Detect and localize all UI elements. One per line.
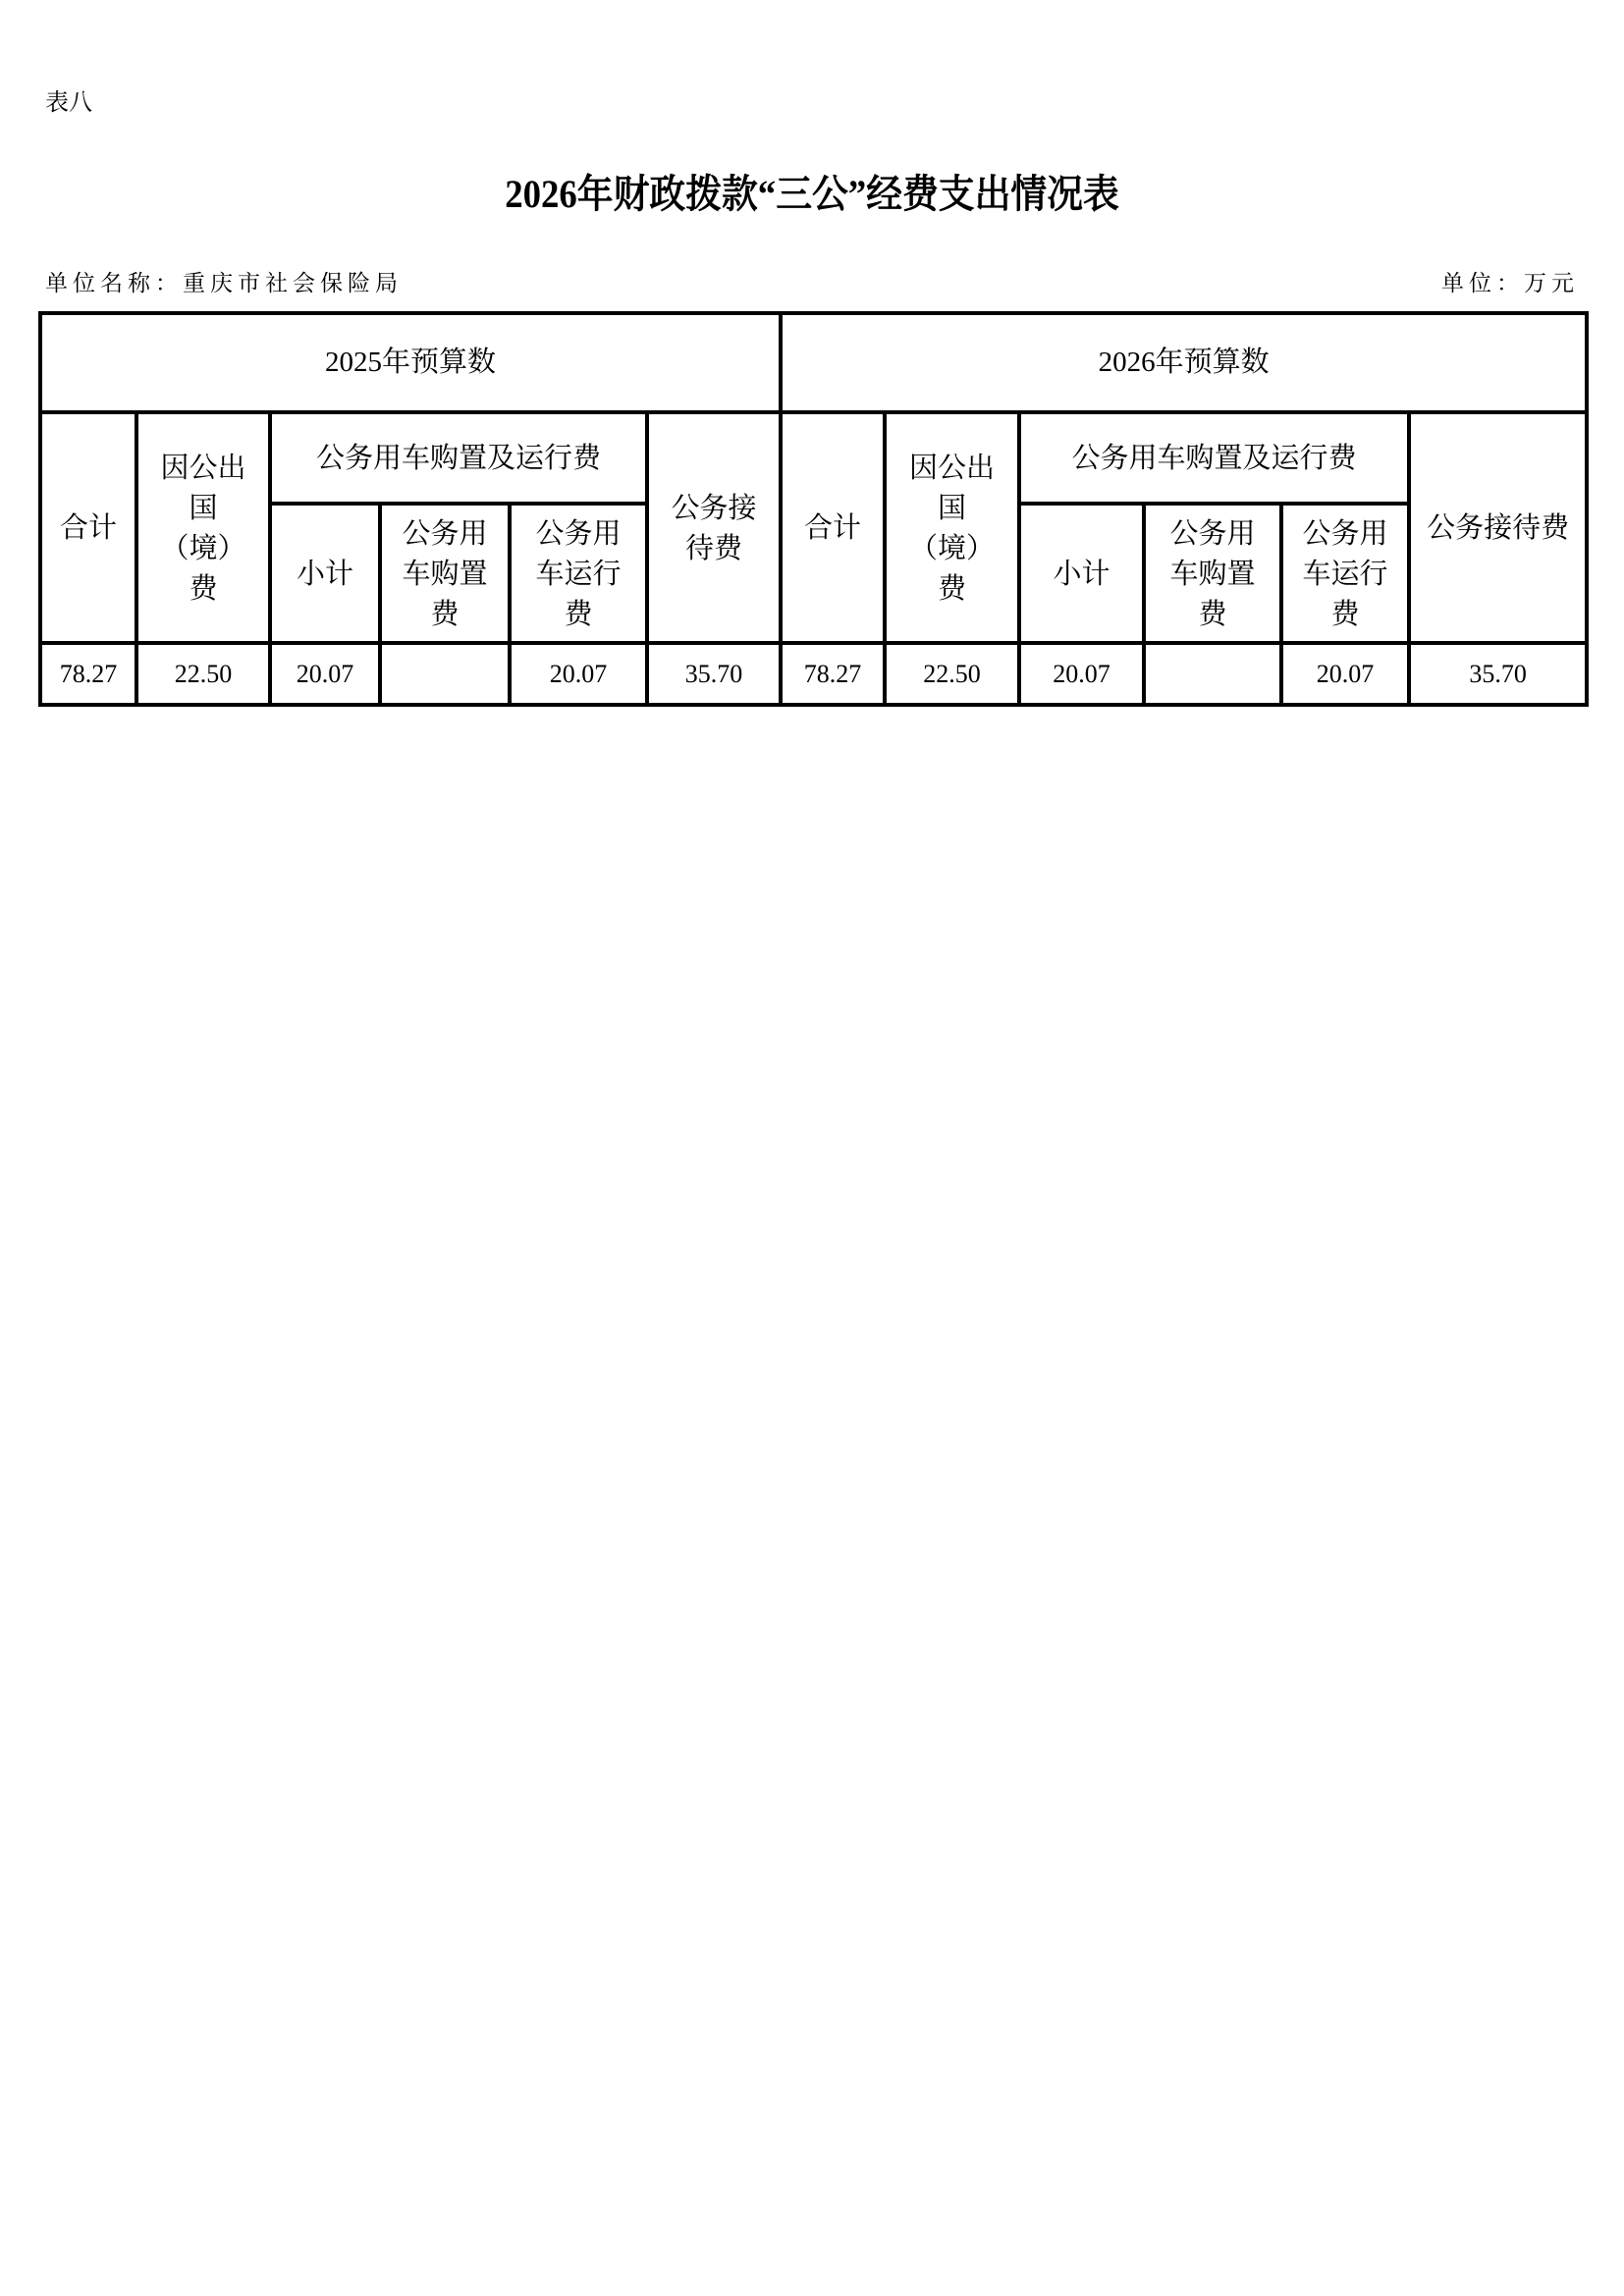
header-vehicle-purchase-2025: 公务用车购置费	[380, 504, 510, 643]
value-overseas-2026: 22.50	[885, 643, 1019, 705]
currency-unit: 单位：万元	[1441, 271, 1579, 296]
year-header-row	[40, 313, 1587, 412]
year-header-2025: 2025年预算数	[40, 313, 781, 412]
header-total-2025: 合计	[40, 412, 136, 643]
value-vehicle-operation-2025: 20.07	[510, 643, 647, 705]
value-reception-2026: 35.70	[1409, 643, 1587, 705]
value-total-2026: 78.27	[781, 643, 885, 705]
header-vehicle-operation-2026: 公务用车运行费	[1281, 504, 1409, 643]
header-total-2026: 合计	[781, 412, 885, 643]
unit-name: 单位名称：重庆市社会保险局	[45, 271, 403, 296]
header-vehicle-group-2025: 公务用车购置及运行费	[270, 412, 647, 504]
column-header-row	[40, 412, 1587, 504]
value-total-2025: 78.27	[40, 643, 136, 705]
table-row	[40, 643, 1587, 705]
year-header-2026: 2026年预算数	[781, 313, 1587, 412]
header-vehicle-subtotal-2025: 小计	[270, 504, 380, 643]
value-overseas-2025: 22.50	[136, 643, 270, 705]
table-label: 表八	[45, 88, 92, 116]
header-overseas-2026: 因公出国（境）费	[885, 412, 1019, 643]
header-vehicle-group-2026: 公务用车购置及运行费	[1019, 412, 1409, 504]
header-vehicle-purchase-2026: 公务用车购置费	[1144, 504, 1281, 643]
value-vehicle-subtotal-2025: 20.07	[270, 643, 380, 705]
value-vehicle-operation-2026: 20.07	[1281, 643, 1409, 705]
header-reception-2025: 公务接待费	[647, 412, 781, 643]
three-public-expenses-table	[38, 311, 1589, 707]
header-overseas-2025: 因公出国（境）费	[136, 412, 270, 643]
value-reception-2025: 35.70	[647, 643, 781, 705]
header-reception-2026: 公务接待费	[1409, 412, 1587, 643]
value-vehicle-purchase-2025	[380, 643, 510, 705]
header-vehicle-subtotal-2026: 小计	[1019, 504, 1144, 643]
value-vehicle-purchase-2026	[1144, 643, 1281, 705]
value-vehicle-subtotal-2026: 20.07	[1019, 643, 1144, 705]
page-title: 2026年财政拨款“三公”经费支出情况表	[505, 172, 1119, 216]
header-vehicle-operation-2025: 公务用车运行费	[510, 504, 647, 643]
